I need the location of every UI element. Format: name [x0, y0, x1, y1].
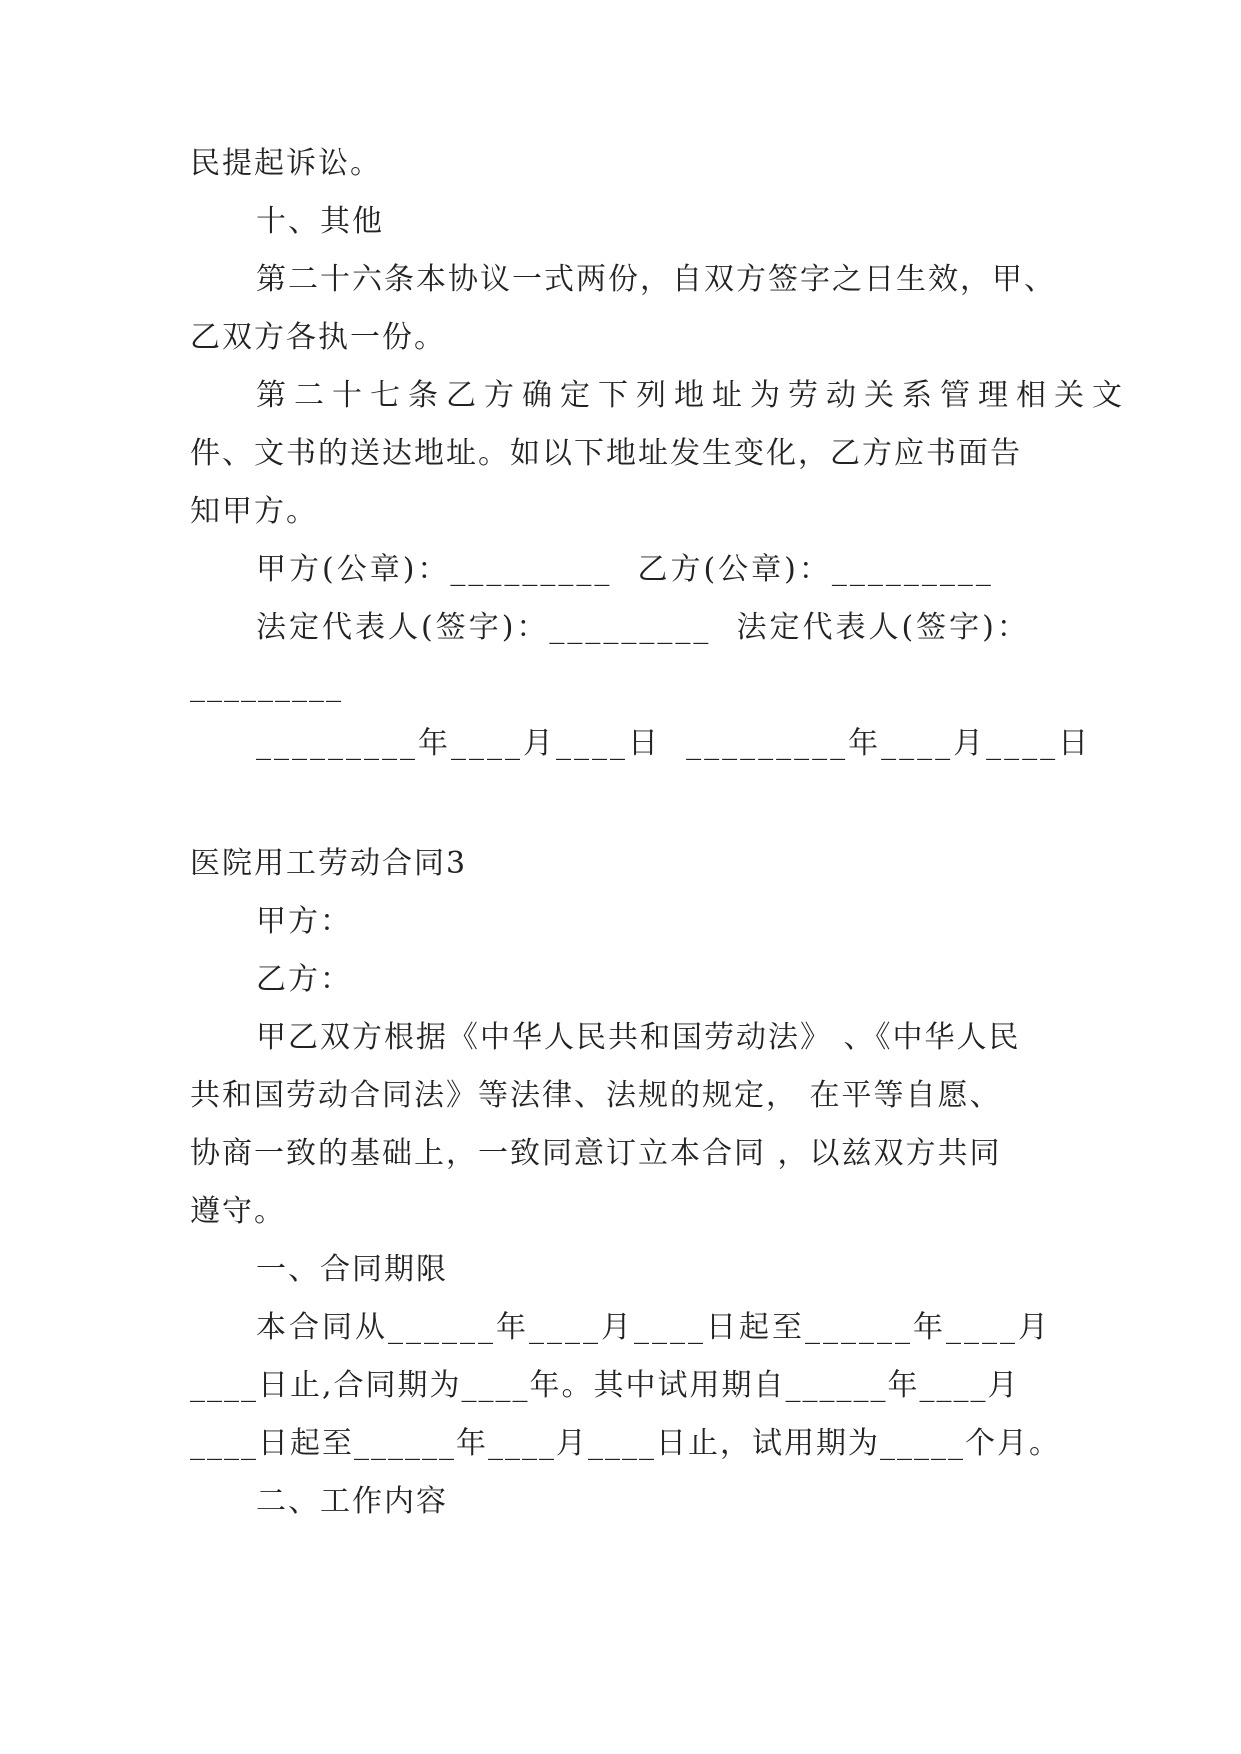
date-line: _________年____月____日 _________年____月____日 [256, 726, 1092, 761]
party-a-label: 甲方： [256, 904, 352, 939]
representative-signature-line: 法定代表人(签字)：_________ 法定代表人(签字)： [256, 610, 1030, 645]
paragraph-line: 共和国劳动合同法》等法律、法规的规定， 在平等自愿、 [190, 1078, 1002, 1113]
paragraph-line: ____日止,合同期为____年。其中试用期自______年____月 [190, 1368, 1020, 1403]
paragraph-line: 第二十六条本协议一式两份，自双方签字之日生效，甲、 [256, 262, 1056, 297]
paragraph-line: 本合同从______年____月____日起至______年____月 [256, 1310, 1051, 1345]
paragraph-line: 知甲方。 [190, 494, 318, 529]
paragraph-line: 乙双方各执一份。 [190, 320, 446, 355]
paragraph-line: 民提起诉讼。 [190, 146, 382, 181]
section-heading: 二、工作内容 [256, 1484, 448, 1519]
paragraph-line: 甲乙双方根据《中华人民共和国劳动法》 、《中华人民 [256, 1020, 1021, 1055]
seal-signature-line: 甲方(公章)：_________ 乙方(公章)：_________ [256, 552, 994, 587]
section-heading: 一、合同期限 [256, 1252, 448, 1287]
document-title: 医院用工劳动合同3 [190, 846, 468, 881]
signature-blank: _________ [190, 668, 343, 703]
paragraph-line: ____日起至______年____月____日止，试用期为_____个月。 [190, 1426, 1061, 1461]
section-heading: 十、其他 [256, 204, 384, 239]
paragraph-line: 第二十七条乙方确定下列地址为劳动关系管理相关文 [256, 378, 1130, 413]
paragraph-line: 遵守。 [190, 1194, 286, 1229]
party-b-label: 乙方： [256, 962, 352, 997]
paragraph-line: 件、文书的送达地址。如以下地址发生变化，乙方应书面告 [190, 436, 1022, 471]
paragraph-line: 协商一致的基础上，一致同意订立本合同 ，以兹双方共同 [190, 1136, 1002, 1171]
